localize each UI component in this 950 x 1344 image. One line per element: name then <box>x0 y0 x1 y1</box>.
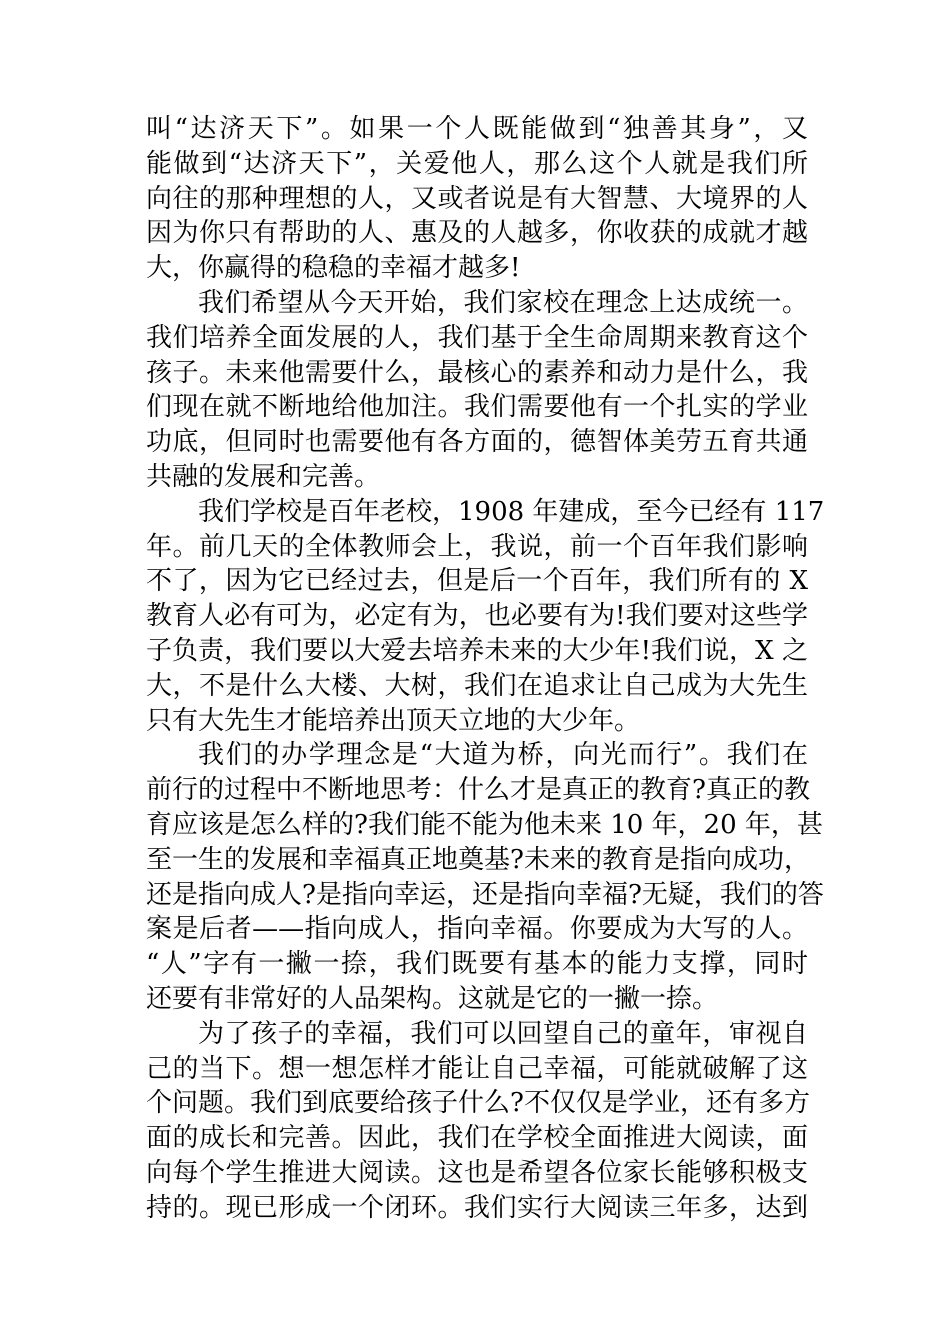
text-line: 叫“达济天下”。如果一个人既能做到“独善其身”，又 <box>146 114 808 144</box>
text-line: 大，不是什么大楼、大树，我们在追求让自己成为大先生 <box>146 670 808 701</box>
text-line: 还是指向成人?是指向幸运，还是指向幸福?无疑，我们的答 <box>146 879 824 910</box>
text-line: 因为你只有帮助的人、惠及的人越多，你收获的成就才越 <box>146 218 808 249</box>
text-line: 前行的过程中不断地思考：什么才是真正的教育?真正的教 <box>146 775 810 806</box>
text-line: 功底，但同时也需要他有各方面的，德智体美劳五育共通 <box>146 427 808 458</box>
text-line: 不了，因为它已经过去，但是后一个百年，我们所有的 X <box>146 566 808 597</box>
text-line: 我们希望从今天开始，我们家校在理念上达成统一。 <box>198 287 808 318</box>
paragraph-1 <box>146 112 808 286</box>
text-line: 育应该是怎么样的?我们能不能为他未来 10 年，20 年，甚 <box>146 809 823 840</box>
paragraph-5 <box>146 1017 808 1226</box>
text-line: 能做到“达济天下”，关爱他人，那么这个人就是我们所 <box>146 148 808 179</box>
text-line: 共融的发展和完善。 <box>146 461 381 492</box>
text-line: 们现在就不断地给他加注。我们需要他有一个扎实的学业 <box>146 392 808 423</box>
text-line: 只有大先生才能培养出顶天立地的大少年。 <box>146 705 641 736</box>
text-line: 孩子。未来他需要什么，最核心的素养和动力是什么，我 <box>146 357 808 388</box>
text-line: 案是后者——指向成人，指向幸福。你要成为大写的人。 <box>146 914 808 945</box>
text-line: “人”字有一撇一捺，我们既要有基本的能力支撑，同时 <box>146 949 808 980</box>
paragraph-3 <box>146 495 825 739</box>
text-line: 持的。现已形成一个闭环。我们实行大阅读三年多，达到 <box>146 1192 808 1223</box>
text-line: 我们的办学理念是“大道为桥，向光而行”。我们在 <box>198 740 808 771</box>
document-page <box>146 112 825 1226</box>
text-line: 子负责，我们要以大爱去培养未来的大少年!我们说，X 之 <box>146 635 808 666</box>
text-line: 面的成长和完善。因此，我们在学校全面推进大阅读，面 <box>146 1123 808 1154</box>
text-line: 年。前几天的全体教师会上，我说，前一个百年我们影响 <box>146 531 808 562</box>
paragraph-4 <box>146 738 824 1016</box>
text-line: 向每个学生推进大阅读。这也是希望各位家长能够积极支 <box>146 1157 808 1188</box>
text-line: 向往的那种理想的人，又或者说是有大智慧、大境界的人 <box>146 183 808 214</box>
text-line: 还要有非常好的人品架构。这就是它的一撇一捺。 <box>146 983 719 1014</box>
text-line: 大，你赢得的稳稳的幸福才越多! <box>146 253 521 284</box>
text-line: 教育人必有可为，必定有为，也必要有为!我们要对这些学 <box>146 601 808 632</box>
paragraph-2 <box>146 286 808 495</box>
text-line: 个问题。我们到底要给孩子什么?不仅仅是学业，还有多方 <box>146 1088 810 1119</box>
text-line: 我们培养全面发展的人，我们基于全生命周期来教育这个 <box>146 322 808 353</box>
text-line: 己的当下。想一想怎样才能让自己幸福，可能就破解了这 <box>146 1053 808 1084</box>
text-line: 我们学校是百年老校，1908 年建成，至今已经有 117 <box>198 496 825 527</box>
text-line: 为了孩子的幸福，我们可以回望自己的童年，审视自 <box>198 1018 808 1049</box>
text-line: 至一生的发展和幸福真正地奠基?未来的教育是指向成功， <box>146 844 810 875</box>
